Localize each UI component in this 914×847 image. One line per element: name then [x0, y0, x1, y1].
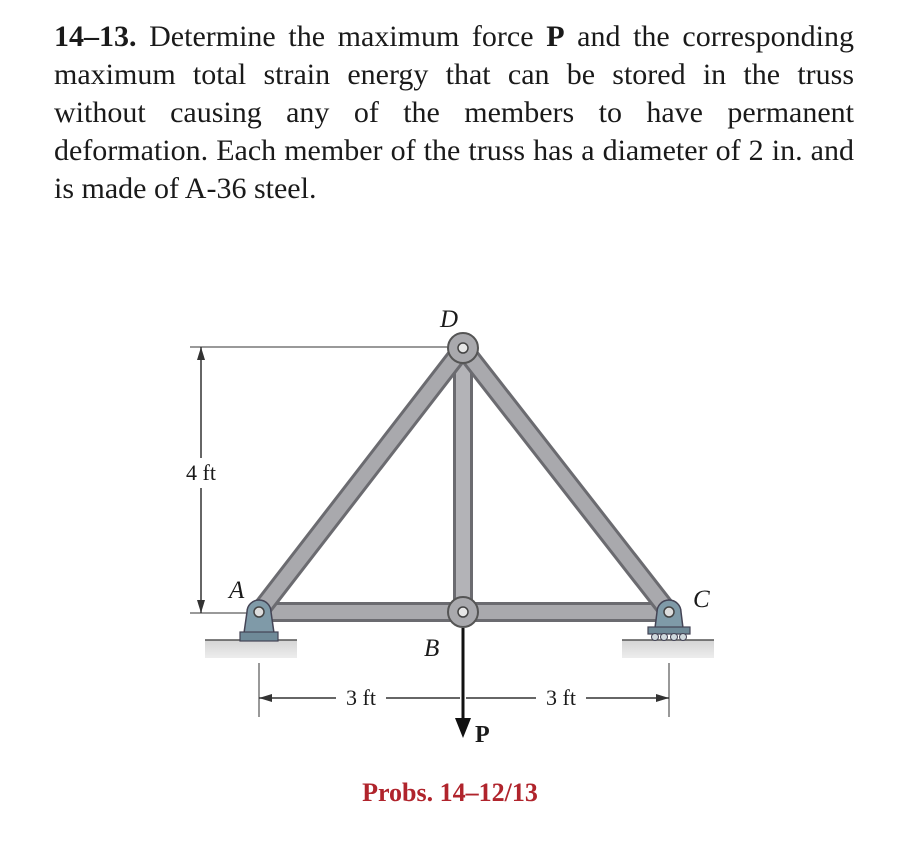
joint-d	[448, 333, 478, 363]
ground-left	[205, 640, 297, 658]
force-symbol: P	[546, 20, 565, 53]
problem-number: 14–13.	[54, 20, 137, 53]
problem-text-1: Determine the maximum force	[136, 20, 547, 53]
load-label: P	[475, 722, 490, 748]
label-joint-a: A	[229, 577, 245, 604]
label-joint-b: B	[424, 635, 440, 662]
ground-right	[622, 640, 714, 658]
load-arrowhead	[455, 718, 471, 738]
truss-members	[259, 348, 669, 612]
span-label-left: 3 ft	[346, 685, 376, 710]
label-joint-c: C	[693, 586, 710, 613]
height-dimension-label: 4 ft	[186, 460, 216, 485]
problem-text-2: and the corresponding maximum total strain energy that can be stored in the truss without causing any of the members to have permanent deformation. Each member of the truss has a diameter of 2 in. and is made of A-36 steel.	[54, 20, 854, 205]
label-joint-d: D	[440, 306, 459, 333]
figure-caption: Probs. 14–12/13	[362, 778, 538, 807]
joint-b	[448, 597, 478, 627]
span-label-right: 3 ft	[546, 685, 576, 710]
